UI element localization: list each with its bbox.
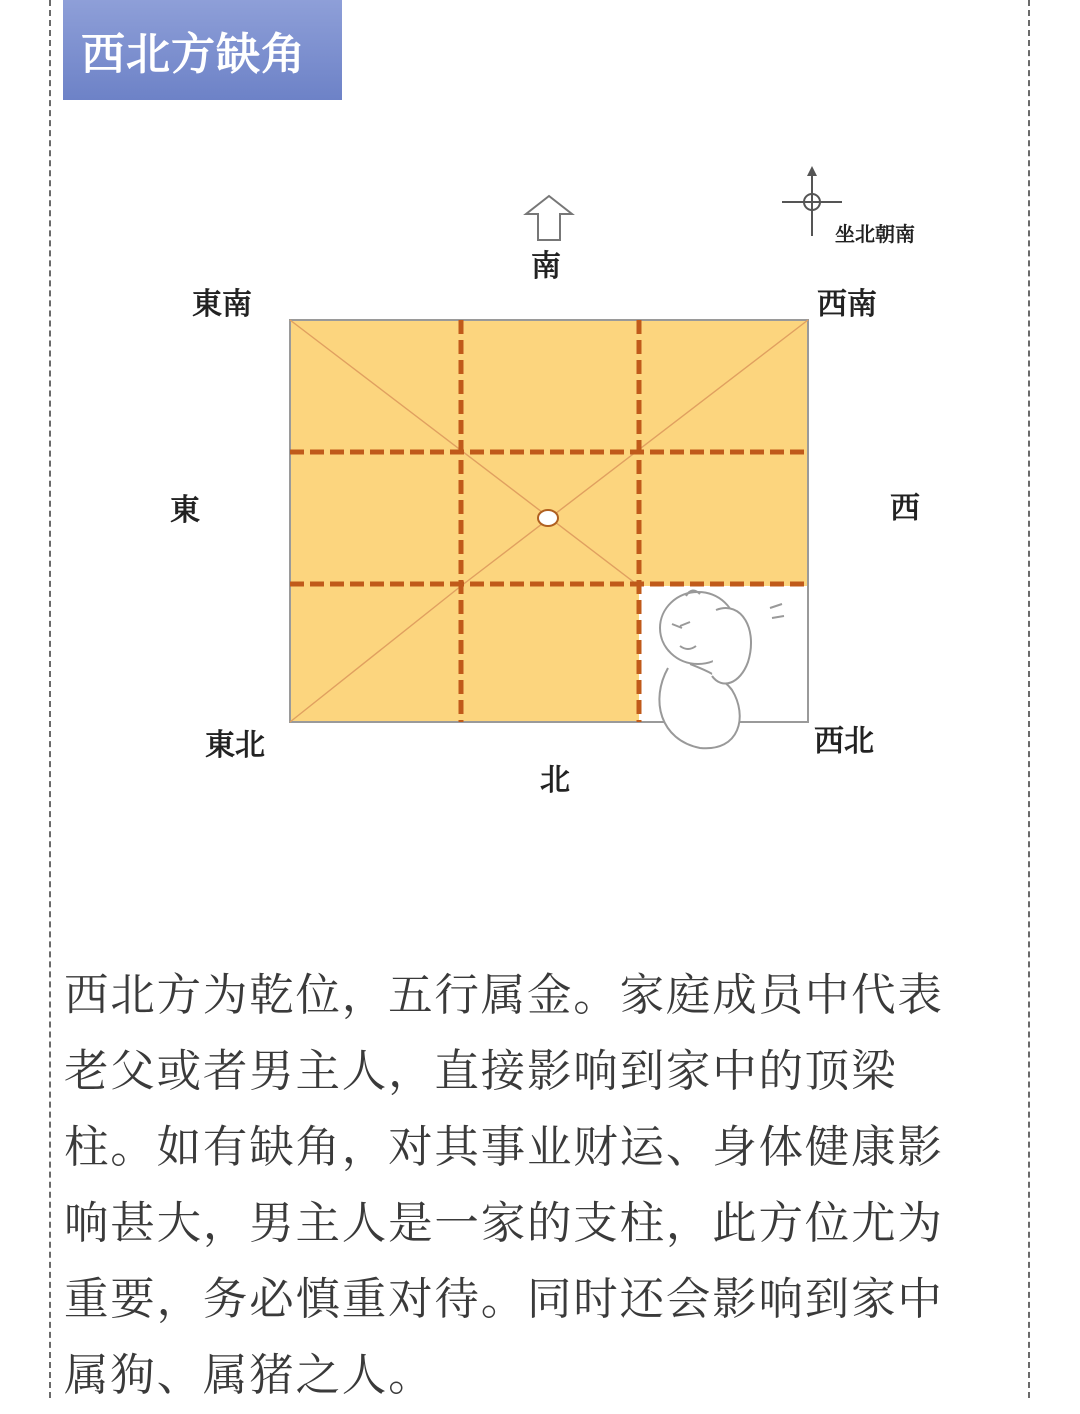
compass-icon xyxy=(782,166,842,236)
direction-south: 南 xyxy=(531,249,561,284)
paragraph-line: 柱。如有缺角，对其事业财运、身体健康影 xyxy=(64,1122,944,1173)
direction-north: 北 xyxy=(540,763,570,798)
paragraph-line: 响甚大，男主人是一家的支柱，此方位尤为 xyxy=(64,1198,944,1249)
direction-northeast: 東北 xyxy=(205,728,265,763)
direction-southeast: 東南 xyxy=(192,287,252,322)
compass-label: 坐北朝南 xyxy=(835,222,915,246)
direction-northwest: 西北 xyxy=(814,724,874,759)
paragraph-line: 老父或者男主人，直接影响到家中的顶梁 xyxy=(64,1046,898,1097)
direction-west: 西 xyxy=(890,491,920,526)
direction-east: 東 xyxy=(170,493,200,528)
description-paragraph xyxy=(64,958,1020,1414)
direction-southwest: 西南 xyxy=(817,287,877,322)
section-title-text: 西北方缺角 xyxy=(81,29,306,80)
paragraph-line: 西北方为乾位，五行属金。家庭成员中代表 xyxy=(64,970,944,1021)
center-point xyxy=(538,510,558,526)
paragraph-line: 重要，务必慎重对待。同时还会影响到家中 xyxy=(64,1274,944,1325)
south-arrow-icon xyxy=(526,196,572,240)
paragraph-line: 属狗、属猪之人。 xyxy=(64,1350,435,1401)
